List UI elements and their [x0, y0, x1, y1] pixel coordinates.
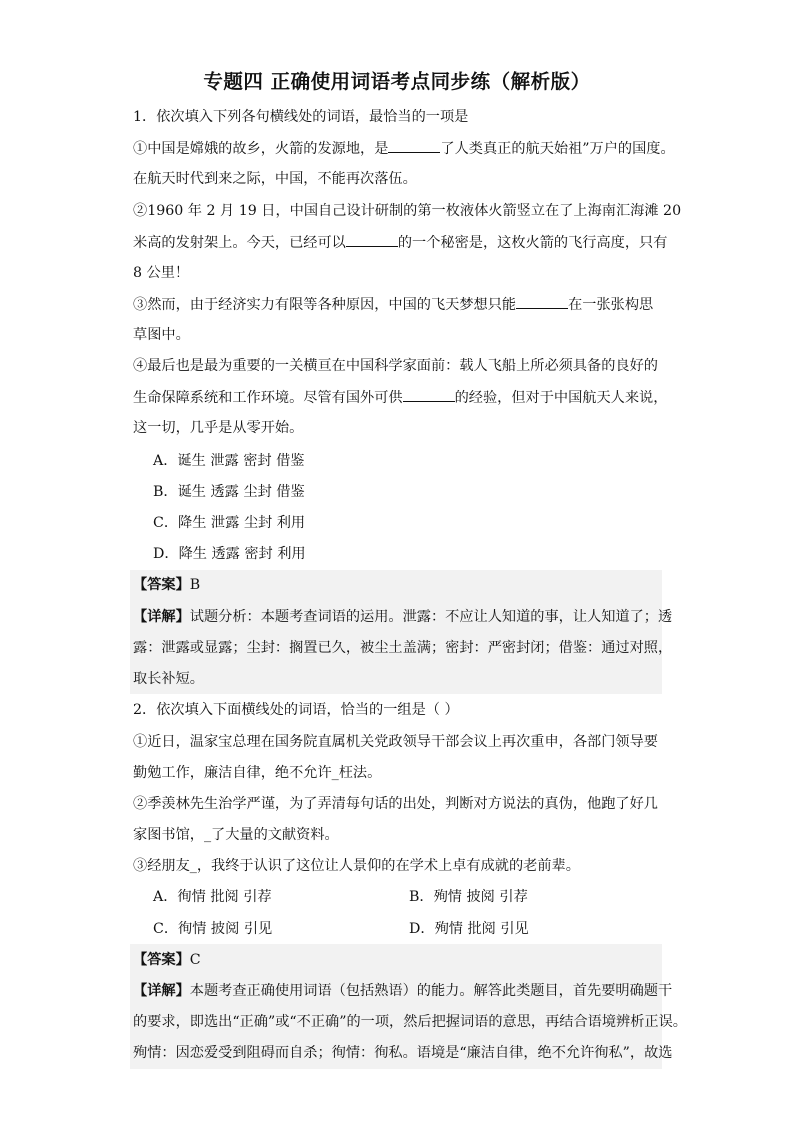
q1-answer: 【答案】B: [133, 577, 201, 593]
q2-sentence-1: ①近日，温家宝总理在国务院直属机关党政领导干部会议上再次重申，各部门领导要: [133, 734, 658, 750]
q2-detail-2: 的要求，即选出“正确”或“不正确”的一项，然后把握词语的意思，再结合语境辨析正误。: [133, 1014, 687, 1030]
q1-option-a: A．诞生 泄露 密封 借鉴: [153, 453, 305, 469]
q2-detail-3: 殉情：因恋爱受到阻碍而自杀；徇情：徇私。语境是“廉洁自律，绝不允许徇私”，故选: [133, 1045, 673, 1061]
q1-sentence-1: ①中国是嫦娥的故乡，火箭的发源地，是 了人类真正的航天始祖”万户的国度。: [133, 138, 665, 159]
q1-option-d: D．降生 透露 密封 利用: [153, 546, 306, 562]
q2-sentence-2-cont: 家图书馆，_了大量的文献资料。: [133, 827, 339, 843]
q1-sentence-4: ④最后也是最为重要的一关横亘在中国科学家面前：载人飞船上所必须具备的良好的: [133, 358, 658, 374]
q2-option-d: D．殉情 批阅 引见: [409, 921, 529, 937]
q1-sentence-3-cont: 草图中。: [133, 327, 190, 343]
q2-sentence-3: ③经朋友_，我终于认识了这位让人景仰的在学术上卓有成就的老前辈。: [133, 858, 580, 874]
q1-sentence-4-end: 这一切，几乎是从零开始。: [133, 420, 304, 436]
q1-sentence-4-cont: 生命保障系统和工作环境。尽管有国外可供 的经验，但对于中国航天人来说，: [133, 387, 665, 408]
q2-sentence-2: ②季羡林先生治学严谨，为了弄清每句话的出处，判断对方说法的真伪，他跑了好几: [133, 796, 658, 812]
q1-sentence-2-cont: 米高的发射架上。今天，已经可以 的一个秘密是，这枚火箭的飞行高度，只有: [133, 232, 665, 253]
q1-detail-2: 露：泄露或显露；尘封：搁置已久，被尘土盖满；密封：严密封闭；借鉴：通过对照，: [133, 640, 673, 656]
q1-sentence-3: ③然而，由于经济实力有限等各种原因，中国的飞天梦想只能 在一张张构思: [133, 294, 665, 315]
blank: [388, 138, 440, 153]
q1-detail-1: 【详解】试题分析：本题考查词语的运用。泄露：不应让人知道的事，让人知道了；透: [133, 609, 673, 625]
q1-sentence-1-cont: 在航天时代到来之际，中国，不能再次落伍。: [133, 171, 417, 187]
q1-sentence-2: ②1960 年 2 月 19 日，中国自己设计研制的第一枚液体火箭竖立在了上海南汇海滩 20: [133, 203, 682, 219]
q2-stem: 2．依次填入下面横线处的词语，恰当的一组是（ ）: [133, 702, 459, 718]
blank: [403, 387, 455, 402]
q2-sentence-1-cont: 勤勉工作，廉洁自律，绝不允许_枉法。: [133, 765, 382, 781]
q2-option-c: C．徇情 披阅 引见: [153, 921, 273, 937]
page-title: 专题四 正确使用词语考点同步练（解析版）: [203, 70, 591, 93]
q1-option-b: B．诞生 透露 尘封 借鉴: [153, 484, 305, 500]
q2-detail-1: 【详解】本题考查正确使用词语（包括熟语）的能力。解答此类题目，首先要明确题干: [133, 983, 673, 999]
q2-option-b: B．殉情 披阅 引荐: [409, 889, 528, 905]
q2-option-a: A．徇情 批阅 引荐: [153, 889, 272, 905]
q1-option-c: C．降生 泄露 尘封 利用: [153, 515, 306, 531]
q1-detail-3: 取长补短。: [133, 671, 204, 687]
blank: [346, 232, 398, 247]
q1-sentence-2-end: 8 公里！: [133, 265, 190, 281]
q2-answer: 【答案】C: [133, 952, 201, 968]
blank: [516, 294, 568, 309]
q1-stem: 1．依次填入下列各句横线处的词语，最恰当的一项是: [133, 109, 469, 125]
